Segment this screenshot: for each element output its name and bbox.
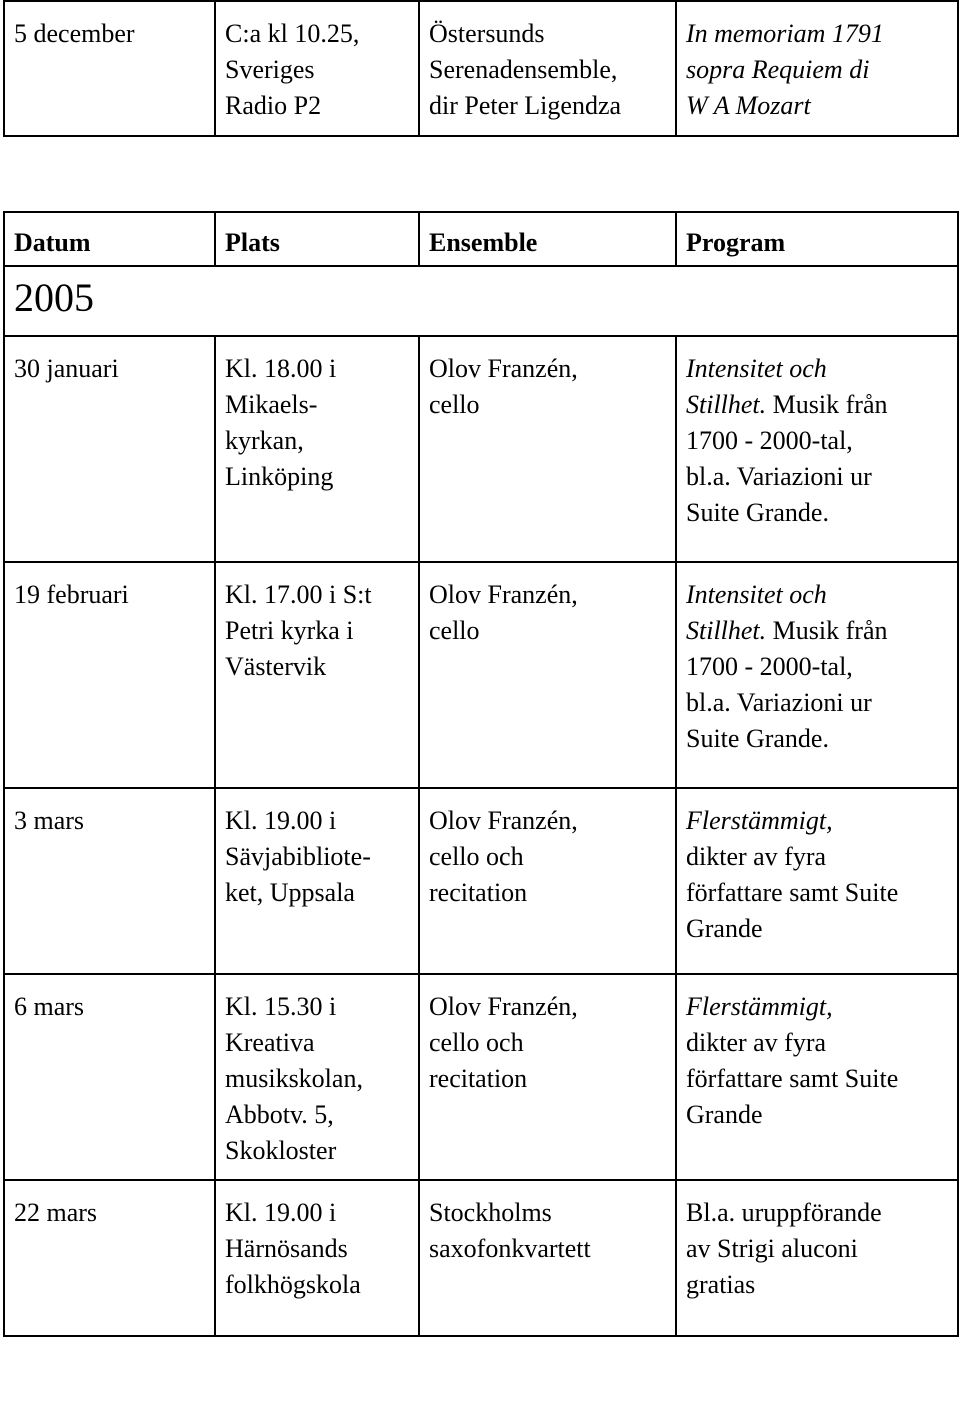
program-italic-text: Stillhet.	[686, 616, 767, 645]
ensemble-cell	[419, 336, 676, 562]
ensemble-line: Serenadensemble,	[429, 55, 618, 84]
plats-line: Radio P2	[225, 91, 322, 120]
ensemble-line: Olov Franzén,	[429, 806, 578, 835]
program-cell	[676, 336, 958, 562]
program-cell	[676, 788, 958, 974]
plats-line: Kl. 19.00 i	[225, 806, 337, 835]
program-cell	[676, 1180, 958, 1336]
ensemble-line: recitation	[429, 878, 528, 907]
ensemble-cell	[419, 1, 676, 136]
plats-line: ket, Uppsala	[225, 878, 355, 907]
program-line: sopra Requiem di	[686, 55, 870, 84]
program-cell	[676, 562, 958, 788]
ensemble-cell	[419, 974, 676, 1180]
plats-cell	[215, 974, 419, 1180]
program-line: 1700 - 2000-tal,	[686, 426, 853, 455]
header-program: Program	[676, 212, 958, 266]
table-row	[4, 1180, 958, 1336]
program-text: Musik från	[772, 616, 888, 645]
schedule-table	[3, 211, 959, 1337]
plats-line: Sävjabibliote-	[225, 842, 371, 871]
plats-line: Kl. 17.00 i S:t	[225, 580, 372, 609]
plats-line: Skokloster	[225, 1136, 337, 1165]
ensemble-line: saxofonkvartett	[429, 1234, 591, 1263]
ensemble-cell	[419, 562, 676, 788]
table-row	[4, 562, 958, 788]
program-line: dikter av fyra	[686, 842, 827, 871]
program-text: Musik från	[772, 390, 888, 419]
datum-text: 30 januari	[14, 354, 119, 383]
program-italic-text: Stillhet.	[686, 390, 767, 419]
concert-schedule	[3, 0, 957, 1337]
plats-line: C:a kl 10.25,	[225, 19, 360, 48]
year-heading: 2005	[4, 266, 958, 336]
plats-line: Kl. 18.00 i	[225, 354, 337, 383]
ensemble-line: cello och	[429, 1028, 524, 1057]
header-row	[4, 212, 958, 266]
program-italic-line: Intensitet och	[686, 354, 827, 383]
program-italic-line: Flerstämmigt,	[686, 992, 833, 1021]
program-italic-line: Flerstämmigt,	[686, 806, 833, 835]
program-line: bl.a. Variazioni ur	[686, 462, 872, 491]
ensemble-line: Stockholms	[429, 1198, 552, 1227]
datum-cell	[4, 1, 215, 136]
program-line: författare samt Suite	[686, 878, 899, 907]
plats-line: Mikaels-	[225, 390, 318, 419]
datum-cell	[4, 974, 215, 1180]
plats-line: Abbotv. 5,	[225, 1100, 334, 1129]
program-line: gratias	[686, 1270, 756, 1299]
datum-text: 6 mars	[14, 992, 85, 1021]
top-concert-table	[3, 0, 959, 137]
plats-line: Sveriges	[225, 55, 315, 84]
program-line: W A Mozart	[686, 91, 811, 120]
ensemble-line: recitation	[429, 1064, 528, 1093]
program-cell	[676, 1, 958, 136]
program-line: Grande	[686, 914, 763, 943]
program-line: Suite Grande.	[686, 724, 829, 753]
ensemble-cell	[419, 1180, 676, 1336]
plats-line: Västervik	[225, 652, 327, 681]
datum-text: 5 december	[14, 19, 135, 48]
header-ensemble: Ensemble	[419, 212, 676, 266]
plats-line: Petri kyrka i	[225, 616, 354, 645]
ensemble-line: dir Peter Ligendza	[429, 91, 622, 120]
program-line: av Strigi aluconi	[686, 1234, 858, 1263]
ensemble-line: cello och	[429, 842, 524, 871]
program-line: Bl.a. uruppförande	[686, 1198, 882, 1227]
program-line: dikter av fyra	[686, 1028, 827, 1057]
ensemble-cell	[419, 788, 676, 974]
plats-line: musikskolan,	[225, 1064, 363, 1093]
header-plats: Plats	[215, 212, 419, 266]
year-row	[4, 266, 958, 336]
datum-text: 22 mars	[14, 1198, 98, 1227]
program-line: In memoriam 1791	[686, 19, 884, 48]
plats-line: Kreativa	[225, 1028, 315, 1057]
plats-line: folkhögskola	[225, 1270, 361, 1299]
ensemble-line: Östersunds	[429, 19, 545, 48]
table-row	[4, 788, 958, 974]
program-italic-line: Intensitet och	[686, 580, 827, 609]
datum-cell	[4, 1180, 215, 1336]
plats-line: Kl. 15.30 i	[225, 992, 337, 1021]
program-line: Suite Grande.	[686, 498, 829, 527]
ensemble-line: Olov Franzén,	[429, 992, 578, 1021]
ensemble-line: cello	[429, 616, 480, 645]
ensemble-line: Olov Franzén,	[429, 580, 578, 609]
plats-line: Härnösands	[225, 1234, 348, 1263]
datum-cell	[4, 788, 215, 974]
table-gap	[3, 137, 957, 211]
program-line: författare samt Suite	[686, 1064, 899, 1093]
plats-cell	[215, 336, 419, 562]
datum-cell	[4, 562, 215, 788]
program-cell	[676, 974, 958, 1180]
plats-cell	[215, 1, 419, 136]
plats-line: Linköping	[225, 462, 334, 491]
ensemble-line: Olov Franzén,	[429, 354, 578, 383]
plats-cell	[215, 562, 419, 788]
plats-cell	[215, 1180, 419, 1336]
plats-line: kyrkan,	[225, 426, 304, 455]
datum-text: 19 februari	[14, 580, 129, 609]
table-row	[4, 336, 958, 562]
datum-cell	[4, 336, 215, 562]
table-row	[4, 974, 958, 1180]
datum-text: 3 mars	[14, 806, 85, 835]
program-line: 1700 - 2000-tal,	[686, 652, 853, 681]
ensemble-line: cello	[429, 390, 480, 419]
program-line: Grande	[686, 1100, 763, 1129]
header-datum: Datum	[4, 212, 215, 266]
program-line: bl.a. Variazioni ur	[686, 688, 872, 717]
table-row	[4, 1, 958, 136]
plats-cell	[215, 788, 419, 974]
plats-line: Kl. 19.00 i	[225, 1198, 337, 1227]
